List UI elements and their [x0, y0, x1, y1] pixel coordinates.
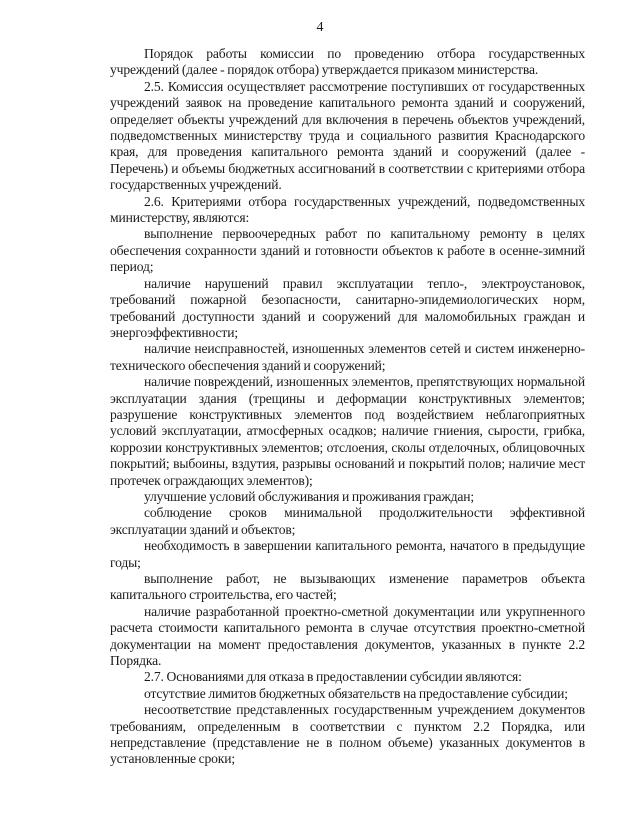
criterion-documentation: наличие разработанной проектно-сметной документации или укрупненного расчета стоимости капитального ремонта в случае отсутствия проектно-сметной документации на момент предоставления документов, указанных в пункте 2.2 Порядка. [110, 603, 585, 669]
criterion-rule-violations: наличие нарушений правил эксплуатации тепло-, электроустановок, требований пожарной безопасности, санитарно-эпидемиологических норм, требований доступности зданий и сооружений для маломобильных граждан и энергоэффективности; [110, 275, 585, 340]
paragraph-2-7: 2.7. Основаниями для отказа в предоставлении субсидии являются: [144, 669, 522, 685]
document-body [110, 46, 585, 768]
criterion-improvement: улучшение условий обслуживания и проживания граждан; [144, 488, 475, 504]
page-number: 4 [316, 20, 324, 35]
paragraph-commission-procedure: Порядок работы комиссии по проведению отбора государственных учреждений (далее - порядок отбора) утверждается приказом министерства. [110, 46, 585, 78]
criterion-no-parameter-change: выполнение работ, не вызывающих изменение параметров объекта капитального строительства, его частей; [110, 571, 585, 603]
criterion-priority-works: выполнение первоочередных работ по капитальному ремонту в целях обеспечения сохранности зданий и готовности объектов к работе в осенне-зимний период; [110, 226, 585, 275]
criterion-damage: наличие повреждений, изношенных элементов, препятствующих нормальной эксплуатации здания (трещины и деформации конструктивных элементов; разрушение конструктивных элементов под воздействием неблагоприятных условий эксплуатации, атмосферных осадков; наличие гниения, сырости, грибка, коррозии конструктивных элементов; отслоения, сколы отделочных, облицовочных покрытий; выбоины, вздутия, разрывы оснований и покрытий полов; наличие мест протечек ограждающих элементов); [110, 374, 585, 488]
criterion-operation-terms: соблюдение сроков минимальной продолжительности эффективной эксплуатации зданий и объектов; [110, 505, 585, 537]
criterion-faulty-networks: наличие неисправностей, изношенных элементов сетей и систем инженерно-технического обеспечения зданий и сооружений; [110, 341, 585, 373]
criterion-completion: необходимость в завершении капитального ремонта, начатого в предыдущие годы; [110, 538, 585, 570]
refusal-nonconformity: несоответствие представленных государственным учреждением документов требованиям, определенным в соответствии с пунктом 2.2 Порядка, или непредставление (представление не в полном объеме) указанных документов в установленные сроки; [110, 702, 585, 767]
refusal-no-limits: отсутствие лимитов бюджетных обязательств на предоставление субсидии; [144, 685, 568, 701]
paragraph-2-5: 2.5. Комиссия осуществляет рассмотрение поступивших от государственных учреждений заявок на проведение капитального ремонта зданий и сооружений, определяет объекты учреждений для включения в перечень объектов учреждений, подведомственных министерству труда и социального развития Краснодарского края, для проведения капитального ремонта зданий и сооружений (далее - Перечень) и объемы бюджетных ассигнований в соответствии с критериями отбора государственных учреждений. [110, 78, 585, 193]
paragraph-2-6: 2.6. Критериями отбора государственных учреждений, подведомственных министерству, являются: [110, 193, 585, 226]
